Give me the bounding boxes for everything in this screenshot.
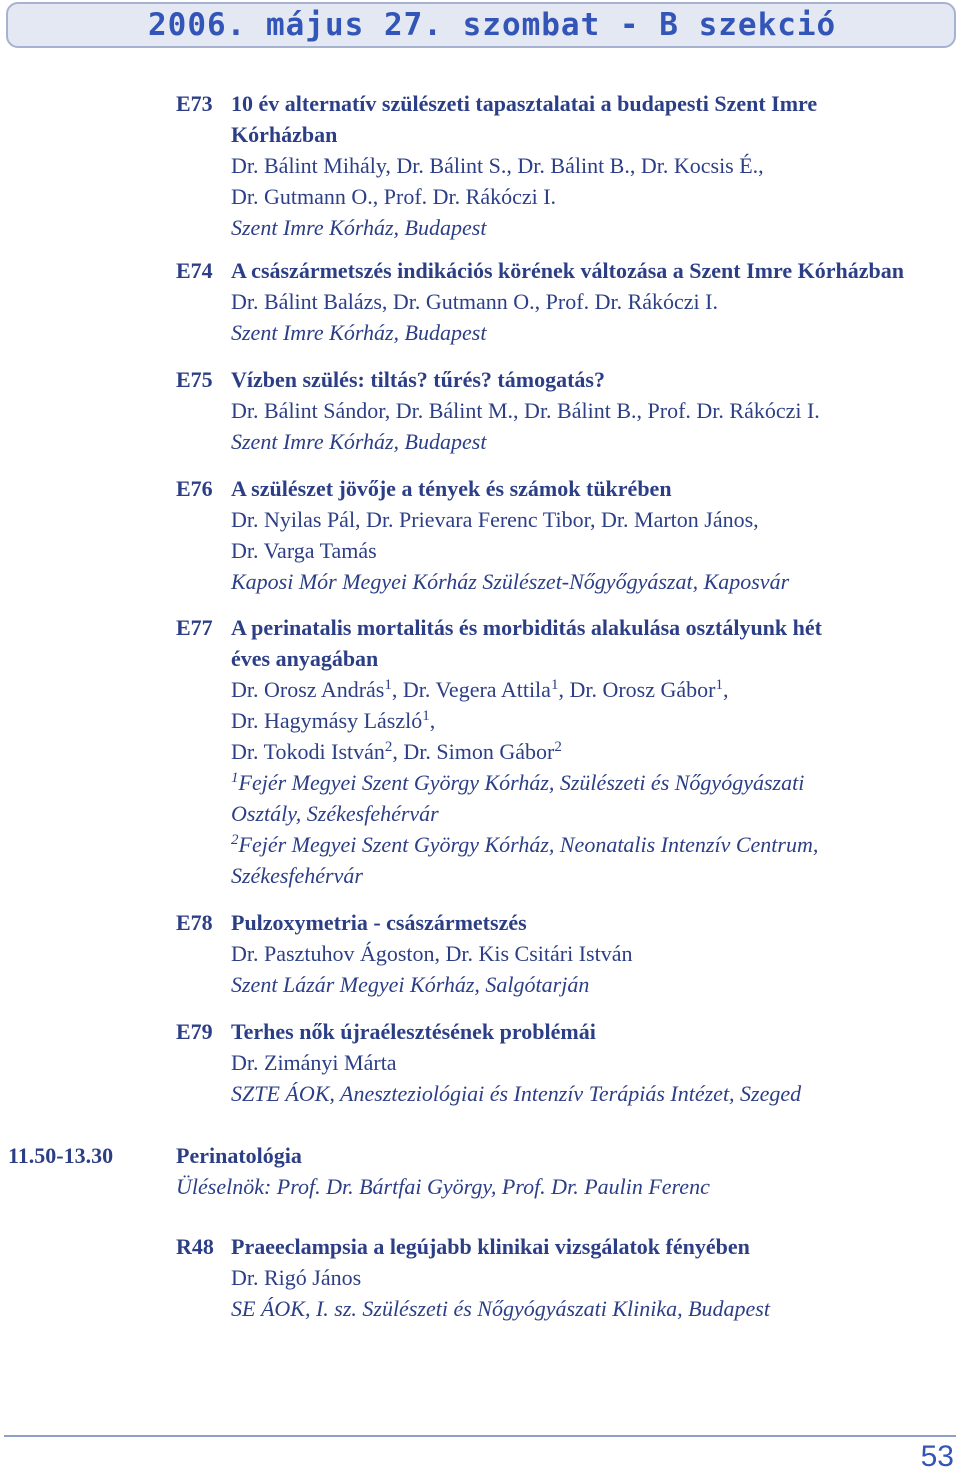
- affiliation-line: SZTE ÁOK, Aneszteziológiai és Intenzív Terápiás Intézet, Szeged: [231, 1081, 802, 1106]
- page-header: [6, 2, 956, 48]
- text-segment: Fejér Megyei Szent György Kórház, Neonatalis Intenzív Centrum,: [238, 832, 819, 857]
- abstract-title: Kórházban: [231, 122, 338, 147]
- abstract-code: E78: [176, 910, 213, 935]
- session-title: Perinatológia: [176, 1143, 302, 1168]
- affiliation-line: Szent Lázár Megyei Kórház, Salgótarján: [231, 972, 590, 997]
- text-segment: ,: [722, 677, 729, 702]
- footnote-marker: 2: [384, 739, 393, 755]
- affiliation-line: Szent Imre Kórház, Budapest: [231, 429, 487, 454]
- affiliation-line: Kaposi Mór Megyei Kórház Szülészet-Nőgyőgyászat, Kaposvár: [231, 569, 790, 594]
- session-time: 11.50-13.30: [8, 1143, 114, 1168]
- text-segment: Osztály, Székesfehérvár: [231, 801, 439, 826]
- footnote-marker: 2: [231, 832, 239, 848]
- page-title: 2006. május 27. szombat - B szekció: [148, 7, 837, 43]
- text-segment: ,: [429, 708, 436, 733]
- affiliation-line: SE ÁOK, I. sz. Szülészeti és Nőgyógyászati Klinika, Budapest: [231, 1296, 770, 1321]
- text-segment: , Dr. Vegera Attila: [391, 677, 551, 702]
- session-info: [176, 1140, 710, 1202]
- author-line: Dr. Gutmann O., Prof. Dr. Rákóczi I.: [231, 184, 557, 209]
- footer-divider: [4, 1435, 956, 1437]
- abstract-code: E74: [176, 258, 213, 283]
- abstract-code: E76: [176, 476, 213, 501]
- author-line: Dr. Pasztuhov Ágoston, Dr. Kis Csitári István: [231, 941, 633, 966]
- author-line: Dr. Bálint Balázs, Dr. Gutmann O., Prof. Dr. Rákóczi I.: [231, 289, 718, 314]
- author-line: [231, 674, 956, 705]
- abstract-title: A szülészet jövője a tények és számok tükrében: [231, 476, 672, 501]
- text-segment: Székesfehérvár: [231, 863, 363, 888]
- affiliation-line: [231, 798, 956, 829]
- abstract-code: E77: [176, 615, 213, 640]
- abstract-code: E75: [176, 367, 213, 392]
- text-segment: Dr. Tokodi István: [231, 739, 385, 764]
- abstract-body: [231, 88, 956, 243]
- footnote-marker: 1: [550, 677, 559, 693]
- footnote-marker: 2: [554, 739, 562, 755]
- abstract-title: Terhes nők újraélesztésének problémái: [231, 1019, 596, 1044]
- author-line: Dr. Nyilas Pál, Dr. Prievara Ferenc Tibor, Dr. Marton János,: [231, 507, 759, 532]
- text-segment: , Dr. Simon Gábor: [392, 739, 555, 764]
- abstract-body: [231, 612, 956, 891]
- author-line: [231, 736, 956, 767]
- abstract-body: [231, 1231, 956, 1324]
- author-line: Dr. Rigó János: [231, 1265, 362, 1290]
- abstract-body: [231, 473, 956, 597]
- text-segment: Dr. Orosz András: [231, 677, 385, 702]
- footnote-marker: 1: [422, 708, 430, 724]
- affiliation-line: Szent Imre Kórház, Budapest: [231, 320, 487, 345]
- abstract-title: Praeeclampsia a legújabb klinikai vizsgálatok fényében: [231, 1234, 750, 1259]
- abstract-body: [231, 1016, 956, 1109]
- affiliation-line: [231, 860, 956, 891]
- text-segment: Fejér Megyei Szent György Kórház, Szülészeti és Nőgyógyászati: [238, 770, 805, 795]
- abstract-body: [231, 907, 956, 1000]
- footnote-marker: 1: [715, 677, 723, 693]
- affiliation-line: [231, 829, 956, 860]
- footnote-marker: 1: [231, 770, 239, 786]
- affiliation-line: Szent Imre Kórház, Budapest: [231, 215, 487, 240]
- abstract-title: Pulzoxymetria - császármetszés: [231, 910, 527, 935]
- affiliation-line: [231, 767, 956, 798]
- session-chairs: Üléselnök: Prof. Dr. Bártfai György, Prof. Dr. Paulin Ferenc: [176, 1174, 710, 1199]
- abstract-title: A császármetszés indikációs körének változása a Szent Imre Kórházban: [231, 258, 904, 283]
- abstract-body: [231, 364, 956, 457]
- abstract-title: A perinatalis mortalitás és morbiditás alakulása osztályunk hét: [231, 615, 822, 640]
- abstract-body: [231, 255, 956, 348]
- author-line: Dr. Zimányi Márta: [231, 1050, 397, 1075]
- abstract-title: 10 év alternatív szülészeti tapasztalatai a budapesti Szent Imre: [231, 91, 818, 116]
- abstract-title: Vízben szülés: tiltás? tűrés? támogatás?: [231, 367, 605, 392]
- text-segment: Dr. Hagymásy László: [231, 708, 423, 733]
- author-line: Dr. Bálint Mihály, Dr. Bálint S., Dr. Bálint B., Dr. Kocsis É.,: [231, 153, 764, 178]
- abstract-title: éves anyagában: [231, 646, 379, 671]
- author-line: Dr. Varga Tamás: [231, 538, 377, 563]
- author-line: Dr. Bálint Sándor, Dr. Bálint M., Dr. Bálint B., Prof. Dr. Rákóczi I.: [231, 398, 820, 423]
- abstract-code: E79: [176, 1019, 213, 1044]
- footnote-marker: 1: [384, 677, 392, 693]
- text-segment: , Dr. Orosz Gábor: [558, 677, 716, 702]
- author-line: [231, 705, 956, 736]
- abstract-code: E73: [176, 91, 213, 116]
- page-number: 53: [920, 1440, 954, 1473]
- abstract-code: R48: [176, 1234, 214, 1259]
